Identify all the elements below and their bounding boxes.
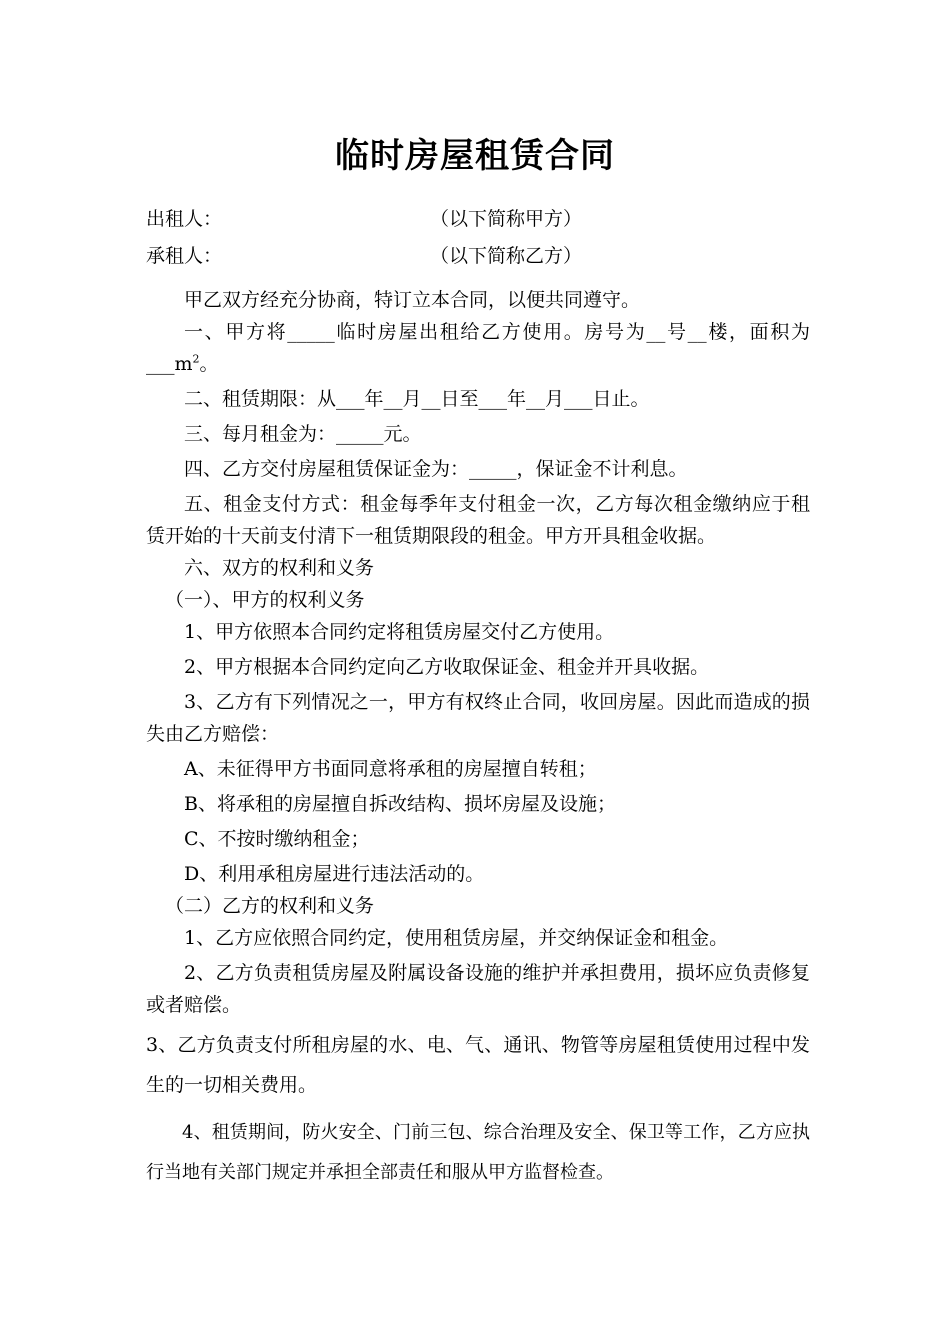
lessor-label: 出租人：	[146, 208, 223, 230]
contract-body	[146, 284, 810, 1193]
lessee-note: （以下简称乙方）	[430, 245, 583, 267]
clause-1-superscript: 2	[192, 352, 200, 366]
section-b-item-2: 2、乙方负责租赁房屋及附属设备设施的维护并承担费用，损坏应负责修复或者赔偿。	[146, 962, 810, 1016]
section-a-item-B: B、将承租的房屋擅自拆改结构、损坏房屋及设施；	[184, 793, 616, 815]
clause-4: 四、乙方交付房屋租赁保证金为：_____，保证金不计利息。	[184, 458, 688, 480]
section-a-item-3: 3、乙方有下列情况之一，甲方有权终止合同，收回房屋。因此而造成的损失由乙方赔偿：	[146, 691, 810, 745]
section-a-item-D: D、利用承租房屋进行违法活动的。	[184, 863, 485, 885]
section-a-item-A: A、未征得甲方书面同意将承租的房屋擅自转租；	[184, 758, 597, 780]
clause-1	[146, 316, 810, 380]
lessor-line	[146, 204, 583, 231]
lessor-note: （以下简称甲方）	[430, 208, 583, 230]
lessee-label: 承租人：	[146, 245, 223, 267]
lessee-line	[146, 241, 583, 268]
section-b-item-4: 4、租赁期间，防火安全、门前三包、综合治理及安全、保卫等工作，乙方应执行当地有关部门规定并承担全部责任和服从甲方监督检查。	[146, 1122, 810, 1183]
clause-2: 二、租赁期限：从___年__月__日至___年__月___日止。	[184, 388, 650, 410]
section-b-item-3: 3、乙方负责支付所租房屋的水、电、气、通讯、物管等房屋租赁使用过程中发生的一切相关费用。	[146, 1034, 810, 1096]
section-a-item-1: 1、甲方依照本合同约定将租赁房屋交付乙方使用。	[184, 621, 615, 643]
clause-1-end: 。	[199, 353, 219, 375]
clause-6: 六、双方的权利和义务	[184, 557, 375, 579]
document-title: 临时房屋租赁合同	[335, 136, 615, 176]
section-b-heading: （二）乙方的权利和义务	[165, 895, 375, 917]
clause-5: 五、租金支付方式：租金每季年支付租金一次，乙方每次租金缴纳应于租赁开始的十天前支付清下一租赁期限段的租金。甲方开具租金收据。	[146, 493, 810, 547]
clause-3: 三、每月租金为：_____元。	[184, 423, 422, 445]
section-a-heading: （一）、甲方的权利义务	[165, 589, 365, 611]
clause-1-text: 一、甲方将_____临时房屋出租给乙方使用。房号为__号__楼，面积为___m	[146, 321, 810, 375]
section-a-item-2: 2、甲方根据本合同约定向乙方收取保证金、租金并开具收据。	[184, 656, 710, 678]
section-a-item-C: C、不按时缴纳租金；	[184, 828, 370, 850]
section-b-item-1: 1、乙方应依照合同约定，使用租赁房屋，并交纳保证金和租金。	[184, 927, 729, 949]
intro-paragraph: 甲乙双方经充分协商，特订立本合同，以便共同遵守。	[184, 289, 641, 311]
